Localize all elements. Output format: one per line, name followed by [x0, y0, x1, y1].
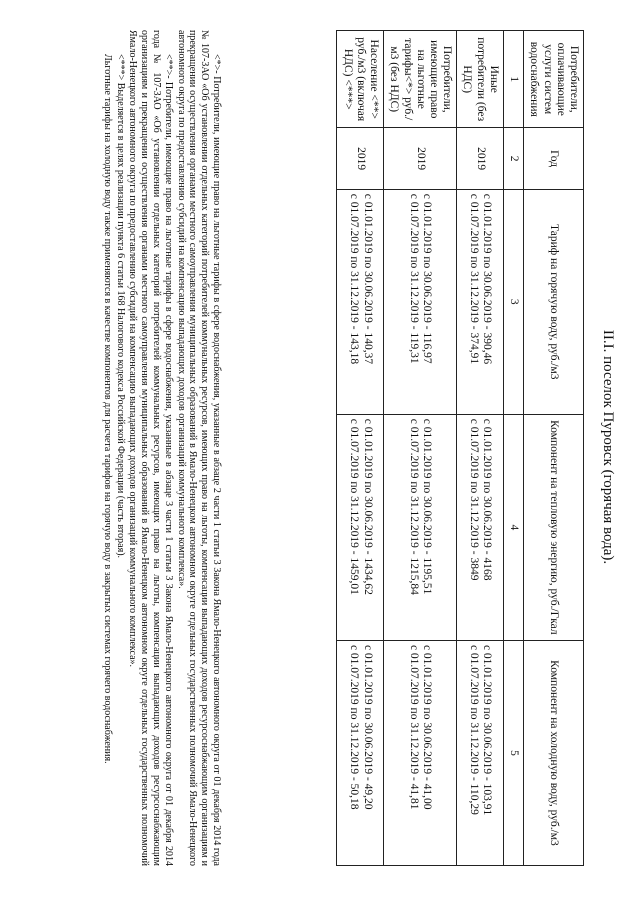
column-number-row: [503, 31, 523, 866]
period-value: с 01.07.2019 по 31.12.2019 - 3849: [468, 418, 481, 581]
footnotes: [100, 30, 222, 866]
thermal-cell: [457, 414, 504, 640]
footnote: Льготные тарифы на холодную воду также применяются в качестве компонентов для расчета тарифов на горячую воду в закрытых системах горячего водоснабжения.: [101, 54, 113, 764]
year-cell: 2019: [384, 128, 457, 189]
hot-tariff-cell: [337, 189, 384, 414]
document-title: II.I. поселок Пуровск (горячая вода).: [600, 329, 616, 565]
thermal-cell: [384, 414, 457, 640]
period-value: с 01.07.2019 по 31.12.2019 - 110,29: [468, 644, 481, 815]
period-value: с 01.07.2019 по 31.12.2019 - 119,31: [408, 193, 421, 364]
period-value: с 01.01.2019 по 30.06.2019 - 1434,62: [361, 418, 374, 595]
year-cell: 2019: [337, 128, 384, 189]
period-value: с 01.01.2019 по 30.06.2019 - 140,37: [361, 193, 374, 365]
header-consumers: Потребители, оплачивающие услуги систем водоснабжения: [524, 31, 584, 128]
period-value: с 01.01.2019 по 30.06.2019 - 116,97: [421, 193, 434, 364]
period-value: с 01.01.2019 по 30.06.2019 - 41,00: [421, 644, 434, 810]
column-number: 2: [503, 128, 523, 189]
header-thermal-component: Компонент на тепловую энергию, руб./Гкал: [524, 414, 584, 640]
period-value: с 01.01.2019 по 30.06.2019 - 4168: [481, 418, 494, 581]
table-header-row: [524, 31, 584, 866]
period-value: с 01.07.2019 по 31.12.2019 - 1459,01: [348, 418, 361, 595]
cold-cell: [457, 640, 504, 865]
thermal-cell: [337, 414, 384, 640]
hot-tariff-cell: [457, 189, 504, 414]
period-value: с 01.07.2019 по 31.12.2019 - 50,18: [348, 644, 361, 810]
column-number: 4: [503, 414, 523, 640]
column-number: 3: [503, 189, 523, 414]
footnote: <**>- Потребители, имеющие право на льготные тарифы в сфере водоснабжения, указанные в абзаце 3 части 1 статьи 3 Закона Ямало-Ненецкого автономного округа от 01 декабря 2014 года № 107-ЗАО «Об установлении отдельных категорий потребителей коммунальных ресурсов, имеющих право на льготы, компенсации выпадающих доходов ресурсоснабжающим организациям и прекращении осуществления органами местного самоуправления муниципальных образований в Ямало-Ненецком автономном округе отдельных государственных полномочий Ямало-Ненецкого автономного округа по предоставлению субсидий на компенсацию выпадающих доходов организаций коммунального комплекса».: [127, 30, 174, 866]
footnote: <*>- Потребители, имеющие право на льготные тарифы в сфере водоснабжения, указанные в абзаце 2 части 1 статьи 3 Закона Ямало-Ненецкого автономного округа от 01 декабря 2014 года № 107-ЗАО «Об установлении отдельных категорий потребителей коммунальных ресурсов, имеющих право на льготы, компенсации выпадающих доходов ресурсоснабжающим организациям и прекращении осуществления органами местного самоуправления муниципальных образований в Ямало-Ненецком автономном округе отдельных государственных полномочий Ямало-Ненецкого автономного округа по предоставлению субсидий на компенсацию выпадающих доходов организаций коммунального комплекса».: [175, 30, 222, 866]
period-value: с 01.07.2019 по 31.12.2019 - 374,91: [468, 193, 481, 365]
table-row: [384, 31, 457, 866]
period-value: с 01.07.2019 по 31.12.2019 - 143,18: [348, 193, 361, 365]
tariff-table: [337, 30, 585, 866]
consumer-cell: Потребители, имеющие право на льготные тарифы<*> руб./м3 (без НДС): [384, 31, 457, 128]
consumer-cell: Население <**> руб./м3 (включая НДС) <***>: [337, 31, 384, 128]
consumer-cell: Иные потребители (без НДС): [457, 31, 504, 128]
header-cold-component: Компонент на холодную воду, руб./м3: [524, 640, 584, 865]
cold-cell: [384, 640, 457, 865]
period-value: с 01.07.2019 по 31.12.2019 - 1215,84: [408, 418, 421, 595]
column-number: 1: [503, 31, 523, 128]
table-row: [457, 31, 504, 866]
period-value: с 01.01.2019 по 30.06.2019 - 1195,51: [421, 418, 434, 595]
column-number: 5: [503, 640, 523, 865]
year-cell: 2019: [457, 128, 504, 189]
header-hot-tariff: Тариф на горячую воду, руб./м3: [524, 189, 584, 414]
document-sheet: [16, 12, 624, 882]
period-value: с 01.01.2019 по 30.06.2019 - 390,46: [481, 193, 494, 365]
period-value: с 01.01.2019 по 30.06.2019 - 103,91: [481, 644, 494, 816]
period-value: с 01.01.2019 по 30.06.2019 - 49,20: [361, 644, 374, 810]
period-value: с 01.07.2019 по 31.12.2019 - 41,81: [408, 644, 421, 810]
footnote: <***> Выделяется в целях реализации пункта 6 статьи 168 Налогового кодекса Российской Федерации (часть вторая).: [114, 54, 126, 559]
hot-tariff-cell: [384, 189, 457, 414]
header-year: Год: [524, 128, 584, 189]
table-row: [337, 31, 384, 866]
cold-cell: [337, 640, 384, 865]
